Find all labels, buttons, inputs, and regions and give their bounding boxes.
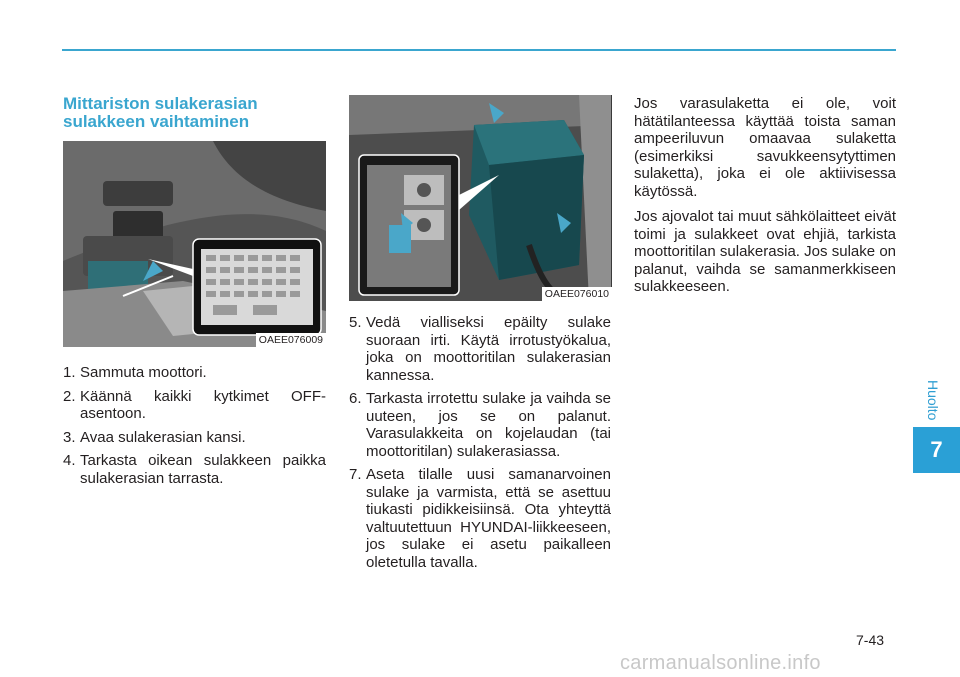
column-3 <box>634 95 896 304</box>
section-heading: Mittariston sulakerasian sulakkeen vaihtaminen <box>63 94 258 131</box>
column-2 <box>349 95 611 577</box>
list-item: 3. Avaa sulakerasian kansi. <box>63 428 246 446</box>
paragraph: Jos varasulaketta ei ole, voit hätätilanteessa käyttää toista saman ampeeriluvun omaavaa sulaketta (esimerkiksi savukkeensytyttimen sulaketta), joka ei ole aktiivisessa käytössä. <box>634 95 896 200</box>
list-item: 6. Tarkasta irrotettu sulake ja vaihda se uuteen, jos se on palanut. Varasulakkeita on kojelaudan (tai moottoritilan) sulakerasiassa. <box>349 390 611 460</box>
steps-list-2 <box>349 314 611 571</box>
figure-code: OAEE076009 <box>256 333 326 347</box>
header-rule <box>62 49 896 51</box>
figure-engine-compartment-fuse-box <box>349 95 612 301</box>
page-number: 7-43 <box>856 632 885 648</box>
engine-bay-illustration <box>349 95 611 301</box>
steps-list-1 <box>63 364 326 487</box>
paragraph: Jos ajovalot tai muut sähkölaitteet eivät toimi ja sulakkeet ovat ehjiä, tarkista moottoritilan sulakerasia. Jos sulake on palanut, vaihda se samanmerkkiseen sulakkeeseen. <box>634 208 896 295</box>
list-item: 4. Tarkasta oikean sulakkeen paikka sulakerasian tarrasta. <box>63 452 326 487</box>
dashboard-illustration <box>63 141 326 347</box>
list-item: 7. Aseta tilalle uusi samanarvoinen sulake ja varmista, että se asettuu tiukasti pidikkeisiinsä. Ota yhteyttä valtuutettuun HYUNDAI-liikkeeseen, jos sulake ei asetu paikalleen oletetulla tavalla. <box>349 466 611 571</box>
chapter-number-box: 7 <box>913 427 960 473</box>
column-1 <box>63 95 326 493</box>
list-item: 5. Vedä vialliseksi epäilty sulake suoraan irti. Käytä irrotustyökalua, joka on moottoritilan sulakerasian kannessa. <box>349 314 611 384</box>
chapter-label: Huolto <box>925 379 941 421</box>
list-item: 2. Käännä kaikki kytkimet OFF-asentoon. <box>63 387 326 422</box>
watermark: carmanualsonline.info <box>620 652 821 674</box>
figure-instrument-panel-fuse-box <box>63 141 326 347</box>
list-item: 1. Sammuta moottori. <box>63 364 207 381</box>
figure-code: OAEE076010 <box>542 287 612 301</box>
